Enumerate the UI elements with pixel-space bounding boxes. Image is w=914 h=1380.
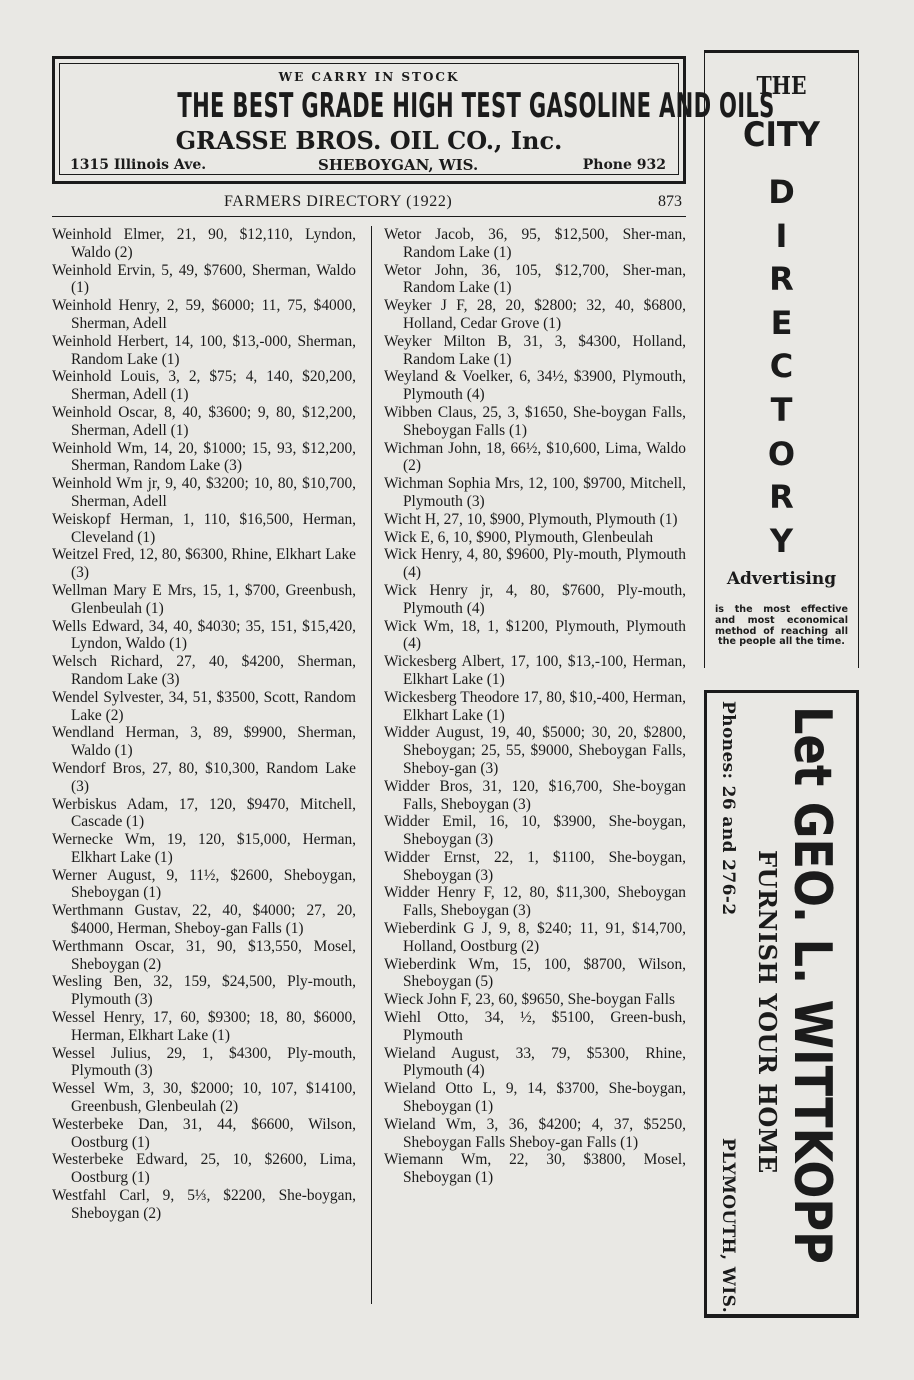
directory-entry: Wichman John, 18, 66½, $10,600, Lima, Waldo (2): [384, 439, 686, 475]
directory-entry: Wickesberg Theodore 17, 80, $10,-400, Herman, Elkhart Lake (1): [384, 688, 686, 724]
page-number: 873: [658, 193, 682, 210]
ad-wittkopp-headline: Let GEO. L. WITTKOPP: [782, 706, 842, 1264]
directory-entry: Wetor John, 36, 105, $12,700, Sher-man, Random Lake (1): [384, 261, 686, 297]
directory-entry: Weinhold Wm, 14, 20, $1000; 15, 93, $12,200, Sherman, Random Lake (3): [52, 439, 356, 475]
directory-entry: Wicht H, 27, 10, $900, Plymouth, Plymouth (1): [384, 510, 678, 528]
ad-address: 1315 Illinois Ave.: [70, 157, 207, 173]
directory-entry: Weinhold Herbert, 14, 100, $13,-000, Sherman, Random Lake (1): [52, 332, 356, 368]
directory-entry: Wessel Wm, 3, 30, $2000; 10, 107, $14100, Greenbush, Glenbeulah (2): [52, 1080, 356, 1116]
directory-entry: Weinhold Elmer, 21, 90, $12,110, Lyndon, Waldo (2): [52, 226, 356, 261]
directory-entry: Weinhold Oscar, 8, 40, $3600; 9, 80, $12,200, Sherman, Adell (1): [52, 403, 356, 439]
directory-entry: Weinhold Henry, 2, 59, $6000; 11, 75, $4000, Sherman, Adell: [52, 297, 356, 332]
directory-entry: Wick E, 6, 10, $900, Plymouth, Glenbeulah: [384, 528, 654, 546]
directory-entry: Westerbeke Edward, 25, 10, $2600, Lima, Oostburg (1): [52, 1151, 356, 1187]
ad-advertising-text: is the most effective and most economical method of reaching all the people all the time.: [715, 604, 848, 648]
directory-entry: Wieland August, 33, 79, $5300, Rhine, Plymouth (4): [384, 1044, 686, 1080]
directory-entry: Wendel Sylvester, 34, 51, $3500, Scott, Random Lake (2): [52, 688, 356, 724]
directory-entry: Weinhold Louis, 3, 2, $75; 4, 140, $20,200, Sherman, Adell (1): [52, 368, 356, 404]
directory-entry: Weinhold Ervin, 5, 49, $7600, Sherman, Waldo (1): [52, 261, 356, 297]
directory-entry: Wells Edward, 34, 40, $4030; 35, 151, $15,420, Lyndon, Waldo (1): [52, 617, 356, 653]
directory-entry: Wendorf Bros, 27, 80, $10,300, Random Lake (3): [52, 759, 356, 795]
directory-entry: Wick Henry jr, 4, 80, $7600, Ply-mouth, Plymouth (4): [384, 581, 686, 617]
directory-entry: Werner August, 9, 11½, $2600, Sheboygan, Sheboygan (1): [52, 866, 356, 902]
directory-entry: Wickesberg Albert, 17, 100, $13,-100, Herman, Elkhart Lake (1): [384, 653, 686, 688]
directory-entry: Widder Emil, 16, 10, $3900, She-boygan, Sheboygan (3): [384, 813, 686, 849]
ad-carry-line: WE CARRY IN STOCK: [278, 70, 460, 84]
directory-entry: Welsch Richard, 27, 40, $4200, Sherman, Random Lake (3): [52, 653, 356, 688]
directory-entry: Wellman Mary E Mrs, 15, 1, $700, Greenbush, Glenbeulah (1): [52, 581, 356, 617]
directory-entry: Wieberdink G J, 9, 8, $240; 11, 91, $14,700, Holland, Oostburg (2): [384, 920, 686, 955]
directory-entry: Weiskopf Herman, 1, 110, $16,500, Herman, Cleveland (1): [52, 510, 356, 546]
directory-entry: Wetor Jacob, 36, 95, $12,500, Sher-man, Random Lake (1): [384, 226, 686, 261]
column-divider: [371, 226, 372, 1304]
directory-entry: Wiehl Otto, 34, ½, $5100, Green-bush, Plymouth: [384, 1009, 686, 1044]
ad-phones: Phones: 26 and 276-2: [718, 701, 738, 916]
ad-company-name: GRASSE BROS. OIL CO., Inc.: [175, 126, 563, 155]
directory-entry: Widder August, 19, 40, $5000; 30, 20, $2800, Sheboygan; 25, 55, $9000, Sheboygan Falls, Sheboy-gan (3): [384, 724, 686, 777]
ad-directory-word: D I R E C T O R Y: [767, 173, 796, 560]
city-directory-advertisement: [704, 50, 859, 668]
right-column: [384, 226, 686, 1187]
directory-entry: Weitzel Fred, 12, 80, $6300, Rhine, Elkhart Lake (3): [52, 546, 356, 582]
directory-entry: Wessel Julius, 29, 1, $4300, Ply-mouth, Plymouth (3): [52, 1044, 356, 1080]
top-advertisement: [52, 56, 775, 184]
page-title: FARMERS DIRECTORY (1922): [224, 193, 453, 210]
directory-entry: Weinhold Wm jr, 9, 40, $3200; 10, 80, $10,700, Sherman, Adell: [52, 475, 356, 510]
directory-entry: Weyker J F, 28, 20, $2800; 32, 40, $6800, Holland, Cedar Grove (1): [384, 297, 686, 332]
left-column: [52, 226, 356, 1223]
directory-entry: Werbiskus Adam, 17, 120, $9470, Mitchell, Cascade (1): [52, 795, 356, 831]
header-rule: [52, 216, 686, 217]
directory-entry: Wieberdink Wm, 15, 100, $8700, Wilson, Sheboygan (5): [384, 955, 686, 991]
directory-entry: Wernecke Wm, 19, 120, $15,000, Herman, Elkhart Lake (1): [52, 831, 356, 866]
directory-entry: Wichman Sophia Mrs, 12, 100, $9700, Mitchell, Plymouth (3): [384, 475, 686, 510]
ad-plymouth-city: PLYMOUTH, WIS.: [718, 1138, 738, 1314]
directory-entry: Werthmann Gustav, 22, 40, $4000; 27, 20, $4000, Herman, Sheboy-gan Falls (1): [52, 902, 356, 938]
directory-entry: Widder Bros, 31, 120, $16,700, She-boygan Falls, Sheboygan (3): [384, 777, 686, 813]
directory-entry: Wieland Otto L, 9, 14, $3700, She-boygan, Sheboygan (1): [384, 1080, 686, 1116]
directory-entry: Wieland Wm, 3, 36, $4200; 4, 37, $5250, Sheboygan Falls Sheboy-gan Falls (1): [384, 1115, 686, 1151]
directory-entry: Wick Wm, 18, 1, $1200, Plymouth, Plymouth (4): [384, 617, 686, 653]
ad-city: SHEBOYGAN, WIS.: [318, 156, 479, 174]
directory-entry: Widder Henry F, 12, 80, $11,300, Sheboygan Falls, Sheboygan (3): [384, 884, 686, 920]
directory-entry: Widder Ernst, 22, 1, $1100, She-boygan, Sheboygan (3): [384, 848, 686, 884]
directory-entry: Wick Henry, 4, 80, $9600, Ply-mouth, Plymouth (4): [384, 546, 686, 582]
directory-entry: Werthmann Oscar, 31, 90, $13,550, Mosel, Sheboygan (2): [52, 937, 356, 973]
ad-the: THE: [756, 71, 807, 100]
ad-furnish-tagline: FURNISH YOUR HOME: [753, 850, 782, 1174]
directory-entry: Wiemann Wm, 22, 30, $3800, Mosel, Sheboygan (1): [384, 1151, 686, 1187]
directory-entry: Wesling Ben, 32, 159, $24,500, Ply-mouth, Plymouth (3): [52, 973, 356, 1009]
top-advertisement-inner: [59, 63, 775, 175]
directory-entry: Wieck John F, 23, 60, $9650, She-boygan Falls: [384, 991, 675, 1009]
directory-entry: Wessel Henry, 17, 60, $9300; 18, 80, $6000, Herman, Elkhart Lake (1): [52, 1009, 356, 1044]
directory-entry: Westfahl Carl, 9, 5⅓, $2200, She-boygan, Sheboygan (2): [52, 1187, 356, 1222]
directory-entry: Wendland Herman, 3, 89, $9900, Sherman, Waldo (1): [52, 724, 356, 760]
directory-entry: Wibben Claus, 25, 3, $1650, She-boygan Falls, Sheboygan Falls (1): [384, 403, 686, 439]
ad-headline: THE BEST GRADE HIGH TEST GASOLINE AND OILS: [177, 86, 775, 126]
directory-entry: Westerbeke Dan, 31, 44, $6600, Wilson, Oostburg (1): [52, 1115, 356, 1151]
ad-city-word: CITY: [743, 115, 820, 155]
directory-entry: Weyker Milton B, 31, 3, $4300, Holland, Random Lake (1): [384, 332, 686, 368]
running-head: [52, 193, 686, 215]
directory-entry: Weyland & Voelker, 6, 34½, $3900, Plymouth, Plymouth (4): [384, 368, 686, 404]
ad-advertising-word: Advertising: [726, 569, 837, 589]
ad-phone: Phone 932: [582, 157, 666, 173]
